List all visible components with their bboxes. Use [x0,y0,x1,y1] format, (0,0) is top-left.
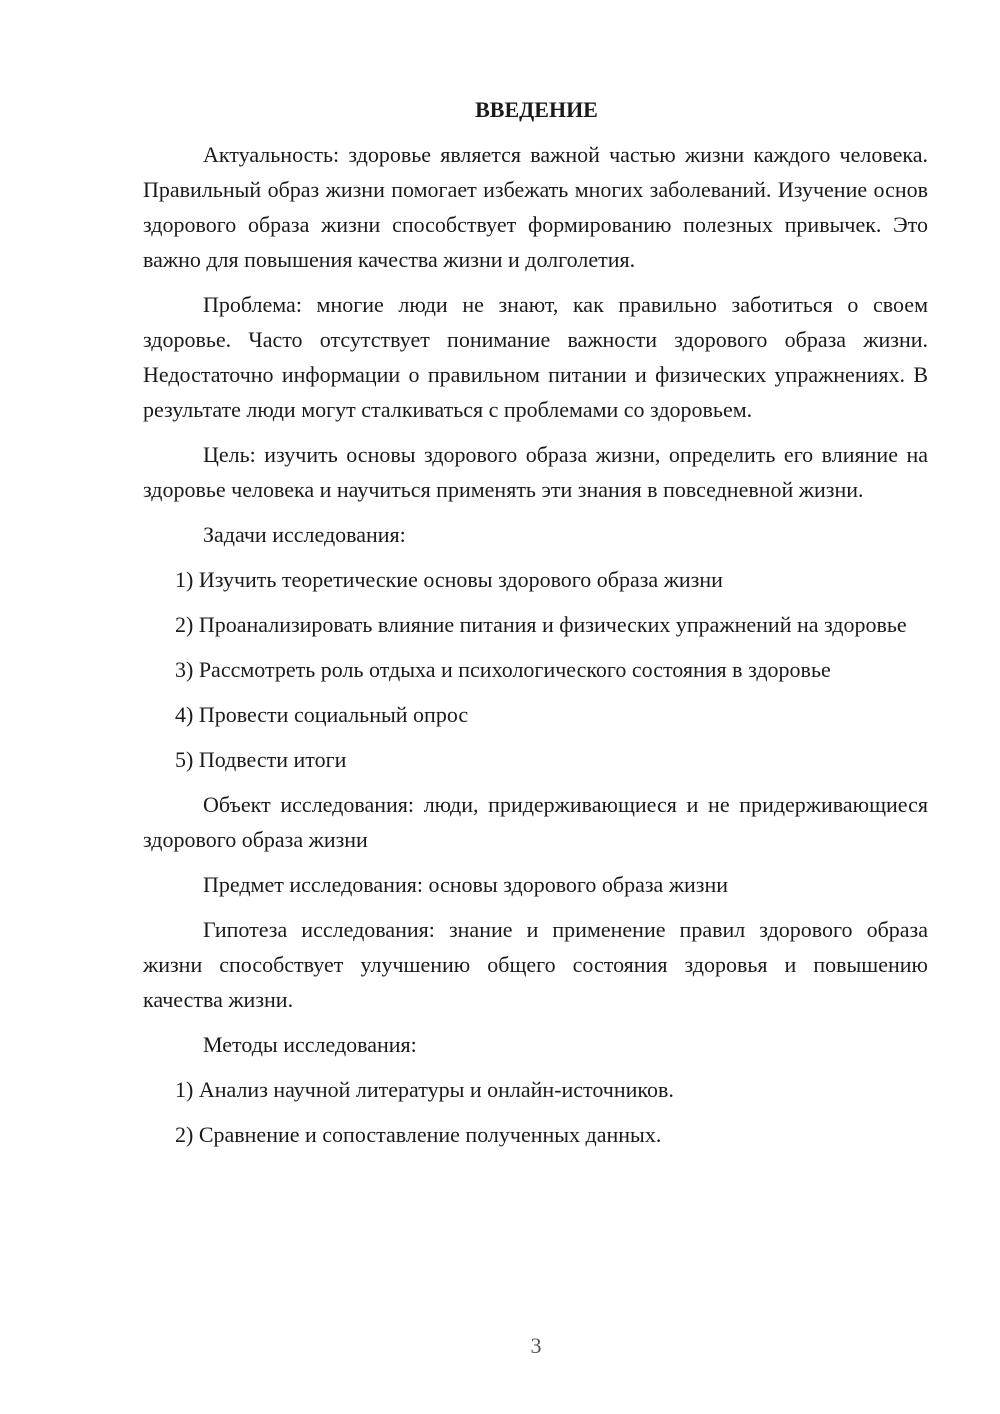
page-title: ВВЕДЕНИЕ [475,97,598,122]
object-paragraph: Объект исследования: люди, придерживающиеся и не придерживающиеся здорового образа жизни [143,792,928,852]
relevance-paragraph: Актуальность: здоровье является важной частью жизни каждого человека. Правильный образ жизни помогает избежать многих заболеваний. Изучение основ здорового образа жизни способствует формированию полезных привычек. Это важно для повышения качества жизни и долголетия. [143,142,928,272]
subject-paragraph: Предмет исследования: основы здорового образа жизни [203,872,729,897]
tasks-heading: Задачи исследования: [203,522,406,547]
task-item: 4) Провести социальный опрос [175,702,469,727]
task-item: 2) Проанализировать влияние питания и физических упражнений на здоровье [175,612,907,637]
task-item: 3) Рассмотреть роль отдыха и психологического состояния в здоровье [175,657,831,682]
task-item: 1) Изучить теоретические основы здорового образа жизни [175,567,723,592]
task-item: 5) Подвести итоги [175,747,347,772]
method-item: 2) Сравнение и сопоставление полученных данных. [175,1122,662,1147]
goal-paragraph: Цель: изучить основы здорового образа жизни, определить его влияние на здоровье человека и научиться применять эти знания в повседневной жизни. [143,442,928,502]
hypothesis-paragraph: Гипотеза исследования: знание и применение правил здорового образа жизни способствует улучшению общего состояния здоровья и повышению качества жизни. [143,917,928,1012]
page-content [143,92,928,1162]
problem-paragraph: Проблема: многие люди не знают, как правильно заботиться о своем здоровье. Часто отсутствует понимание важности здорового образа жизни. Недостаточно информации о правильном питании и физических упражнениях. В результате люди могут сталкиваться с проблемами со здоровьем. [143,292,928,422]
page-number: 3 [530,1333,542,1358]
method-item: 1) Анализ научной литературы и онлайн-источников. [175,1077,674,1102]
methods-heading: Методы исследования: [203,1032,417,1057]
